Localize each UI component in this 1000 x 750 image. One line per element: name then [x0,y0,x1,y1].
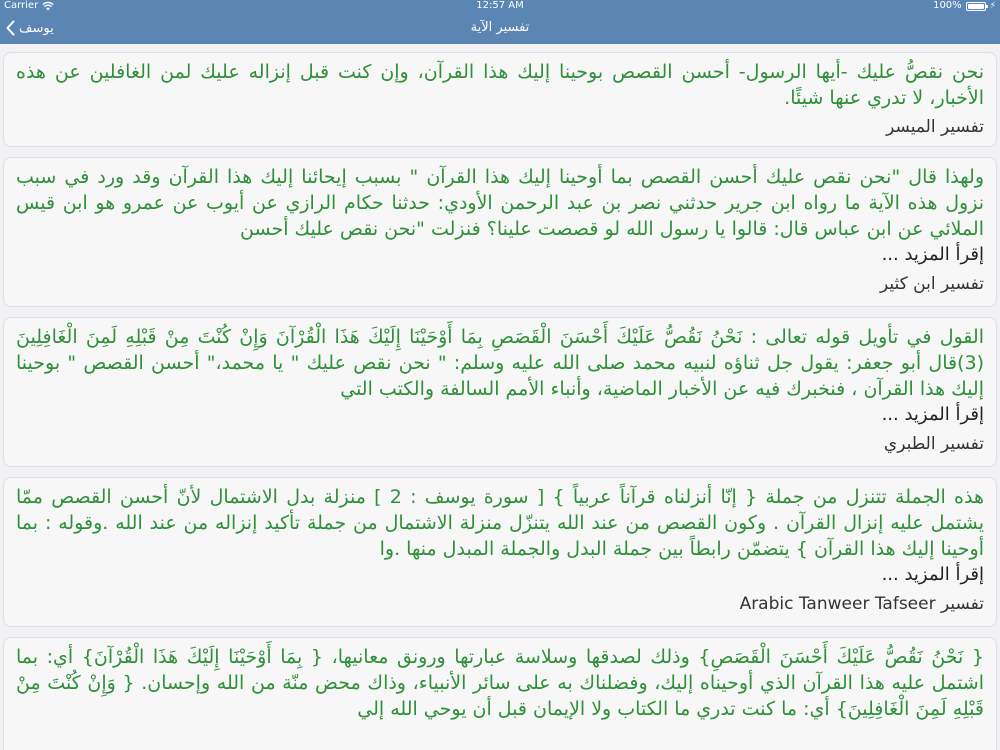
tafsir-card-muyassar[interactable] [3,52,997,147]
tafsir-source: تفسير الطبري [883,434,984,454]
status-bar [0,0,1000,12]
tafsir-source: تفسير ابن كثير [880,274,984,294]
tafsir-text: ولهذا قال "نحن نقص عليك أحسن القصص بما أوحينا إليك هذا القرآن " بسبب إيحائنا إليك هذا القرآن وقد ورد في سبب نزول هذه الآية ما رواه ابن جرير حدثني نصر بن عبد الرحمن الأودي: حدثنا حكام الرازي عن أيوب عن عمرو هو ابن قيس الملائي عن ابن عباس قال: قالوا يا رسول الله لو قصصت علينا؟ فنزلت "نحن نقص عليك أحسن [16,166,984,240]
tafsir-text: هذه الجملة تتنزل من جملة { إنّا أنزلناه قرآناً عربياً } [ سورة يوسف : 2 ] منزلة بدل الاشتمال لأنّ أحسن القصص ممّا يشتمل عليه إنزال القرآن . وكون القصص من عند الله يتنزّل منزلة الاشتمال من جملة تأكيد إنزاله من عند الله .وقوله : بما أوحينا إليك هذا القرآن } يتضمّن رابطاً بين جملة البدل والجملة المبدل منها .وا [16,486,985,560]
status-right [933,0,996,12]
page-title: تفسير الآية [470,20,530,35]
tafsir-source: تفسير الميسر [886,117,984,137]
navigation-bar [0,12,1000,44]
read-more-link[interactable]: إقرأ المزيد ... [881,244,984,265]
back-label: يوسف [19,20,54,36]
read-more-link[interactable]: إقرأ المزيد ... [881,404,984,425]
tafsir-text: نحن نقصُّ عليك -أيها الرسول- أحسن القصص بوحينا إليك هذا القرآن، وإن كنت قبل إنزاله عليك لمن الغافلين عن هذه الأخبار، لا تدري عنها شيئًا. [16,61,984,109]
charging-icon: ⚡ [989,1,996,11]
tafsir-list[interactable] [0,44,1000,750]
back-button[interactable] [6,12,54,44]
read-more-link[interactable]: إقرأ المزيد ... [881,564,984,585]
tafsir-card-tabari[interactable] [3,317,997,467]
battery-percent: 100% [933,0,962,11]
tafsir-text: القول في تأويل قوله تعالى : نَحْنُ نَقُصُّ عَلَيْكَ أَحْسَنَ الْقَصَصِ بِمَا أَوْحَيْنَا إِلَيْكَ هَذَا الْقُرْآنَ وَإِنْ كُنْتَ مِنْ قَبْلِهِ لَمِنَ الْغَافِلِينَ (3)قال أبو جعفر: يقول جل ثناؤه لنبيه محمد صلى الله عليه وسلم: " نحن نقص عليك " يا محمد،" أحسن القصص " بوحينا إليك هذا القرآن ، فنخبرك فيه عن الأخبار الماضية، وأنباء الأمم السالفة والكتب التي [16,326,984,400]
battery-icon [966,2,986,11]
chevron-left-icon [6,20,15,36]
tafsir-text: { نَحْنُ نَقُصُّ عَلَيْكَ أَحْسَنَ الْقَصَصِ} وذلك لصدقها وسلاسة عبارتها ورونق معانيها، { بِمَا أَوْحَيْنَا إِلَيْكَ هَذَا الْقُرْآنَ} أي: بما اشتمل عليه هذا القرآن الذي أوحيناه إليك، وفضلناك به على سائر الأنبياء، وذاك محض منّة من الله وإحسان. { وَإِنْ كُنْتَ مِنْ قَبْلِهِ لَمِنَ الْغَافِلِينَ} أي: ما كنت تدري ما الكتاب ولا الإيمان قبل أن يوحي الله إلي [16,646,984,720]
tafsir-card-tanweer[interactable] [3,477,997,627]
status-time: 12:57 AM [476,0,524,11]
tafsir-card-ibn-kathir[interactable] [3,157,997,307]
carrier-label: Carrier [4,0,39,11]
tafsir-card-saadi[interactable] [3,637,997,750]
tafsir-source: Arabic Tanweer Tafseer تفسير [739,594,984,614]
